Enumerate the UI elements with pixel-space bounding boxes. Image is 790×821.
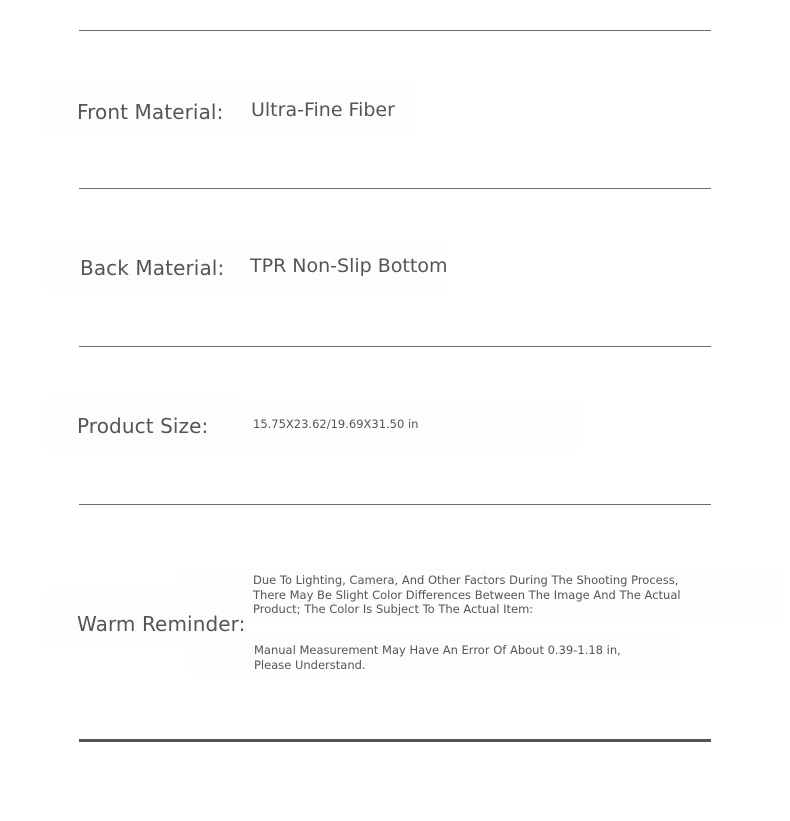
back-material-label: Back Material:: [80, 256, 225, 280]
divider: [79, 504, 711, 505]
measurement-note-line: Please Understand.: [254, 657, 366, 672]
back-material-value: TPR Non-Slip Bottom: [250, 255, 448, 277]
divider-bottom: [79, 739, 711, 742]
warm-reminder-text: [253, 573, 681, 617]
front-material-label: Front Material:: [77, 100, 224, 124]
warm-reminder-line: Product; The Color Is Subject To The Actual Item:: [253, 602, 534, 616]
divider: [79, 188, 711, 189]
divider: [79, 346, 711, 347]
product-size-value: 15.75X23.62/19.69X31.50 in: [253, 417, 419, 431]
warm-reminder-line: Due To Lighting, Camera, And Other Factors During The Shooting Process,: [253, 573, 679, 587]
warm-reminder-line: There May Be Slight Color Differences Between The Image And The Actual: [253, 587, 681, 602]
measurement-note-line: Manual Measurement May Have An Error Of About 0.39-1.18 in,: [254, 643, 621, 657]
divider-top: [79, 30, 711, 31]
measurement-note: [254, 643, 621, 672]
warm-reminder-label: Warm Reminder:: [77, 612, 246, 636]
front-material-value: Ultra-Fine Fiber: [251, 99, 395, 121]
product-size-label: Product Size:: [77, 414, 209, 438]
